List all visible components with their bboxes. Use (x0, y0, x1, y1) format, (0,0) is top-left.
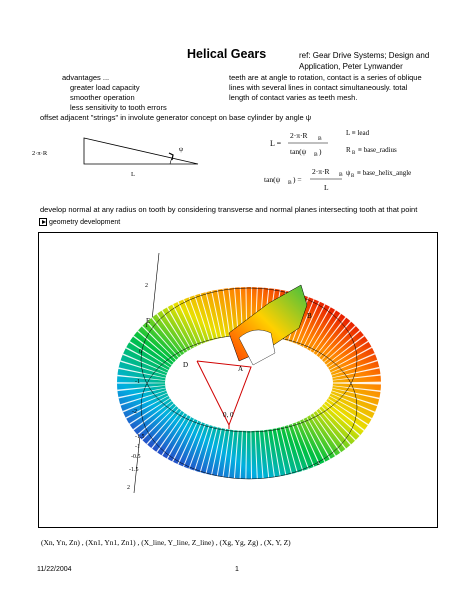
point-label-a: A (238, 365, 244, 373)
tick-label: 0 (139, 349, 142, 355)
point-label-b: B (307, 312, 312, 320)
formula-subscript: B (288, 180, 292, 186)
develop-description: develop normal at any radius on tooth by considering transverse and normal planes intersecting tooth at that point (40, 205, 418, 214)
formula-close: ) (319, 147, 322, 156)
page-number: 1 (235, 566, 239, 573)
formula-close: ) = (293, 175, 302, 184)
advantage-item: greater load capacity (70, 83, 140, 92)
advantage-item: less sensitivity to tooth errors (70, 103, 167, 112)
formula-denominator: tan(ψ (290, 147, 307, 156)
formula-subscript: B (339, 172, 343, 178)
collapsed-region-label: geometry development (49, 218, 121, 226)
reference-line-1: ref: Gear Drive Systems; Design and (299, 51, 430, 60)
formula-lhs: tan(ψ (264, 175, 281, 184)
formula-subscript: B (314, 152, 318, 158)
gear-3d-plot[interactable] (38, 232, 438, 528)
tick-label: -1.5 (129, 467, 139, 473)
reference-line-2: Application, Peter Lynwander (299, 62, 403, 71)
definition-radius-symbol: R (346, 146, 351, 154)
tan-formula (262, 164, 342, 198)
definition-angle-symbol: ψ (346, 169, 351, 177)
angle-arrow-icon (169, 153, 173, 160)
formula-denominator: L (324, 183, 329, 192)
point-label-d: D (183, 361, 189, 369)
teeth-line-2: lines with several lines in contact simultaneously. total (229, 83, 408, 92)
tick-label: -1 (135, 379, 140, 385)
definitions (344, 126, 444, 184)
formula-subscript: B (351, 174, 355, 179)
tick-label: 2 (127, 485, 130, 491)
tick-label: -1.5 (135, 434, 145, 440)
point-label-e: E (146, 317, 151, 325)
tick-label: -0.5 (131, 454, 141, 460)
teeth-line-3: length of contact varies as teeth mesh. (229, 93, 358, 102)
helix-triangle-diagram (30, 128, 200, 186)
tick-label: 2 (317, 461, 320, 467)
expand-triangle-icon[interactable] (39, 218, 47, 226)
teeth-description (229, 73, 422, 103)
offset-description: offset adjacent "strings" in involute generator concept on base cylinder by angle ψ (40, 113, 312, 122)
formula-numerator: 2·π·R (290, 131, 308, 140)
origin-label: 0, 0 (223, 411, 234, 419)
formula-subscript: B (352, 151, 356, 156)
triangle-angle-label: ψ (179, 146, 184, 153)
teeth-line-1: teeth are at angle to rotation, contact is a series of oblique (229, 73, 422, 82)
tick-label: 2 (145, 283, 148, 289)
lead-formula (268, 128, 338, 162)
output-variables: (Xn, Yn, Zn) , (Xn1, Yn1, Zn1) , (X_line, Y_line, Z_line) , (Xg, Yg, Zg) , (X, Y, Z) (41, 538, 291, 547)
definition-angle: ≡ base_helix_angle (357, 169, 412, 177)
formula-subscript: B (318, 136, 322, 142)
footer-date: 11/22/2004 (37, 566, 72, 573)
formula-lhs: L = (270, 139, 282, 148)
tick-label: 1 (145, 323, 148, 329)
collapsed-region-geometry[interactable] (39, 218, 120, 226)
reference-note (299, 50, 439, 72)
page-title: Helical Gears (187, 47, 267, 61)
definition-lead: L ≡ lead (346, 129, 370, 137)
triangle-left-label: 2·π·R (32, 150, 48, 157)
advantages-list (62, 73, 167, 113)
tick-label: -2 (132, 409, 137, 415)
tick-label: -1 (135, 444, 140, 450)
advantages-heading: advantages ... (62, 73, 110, 82)
definition-radius: ≡ base_radius (358, 146, 397, 154)
gear-plot-canvas (39, 233, 437, 527)
advantage-item: smoother operation (70, 93, 135, 102)
tooth-section (239, 330, 275, 365)
triangle-bottom-label: L (131, 171, 135, 178)
formula-numerator: 2·π·R (312, 167, 330, 176)
